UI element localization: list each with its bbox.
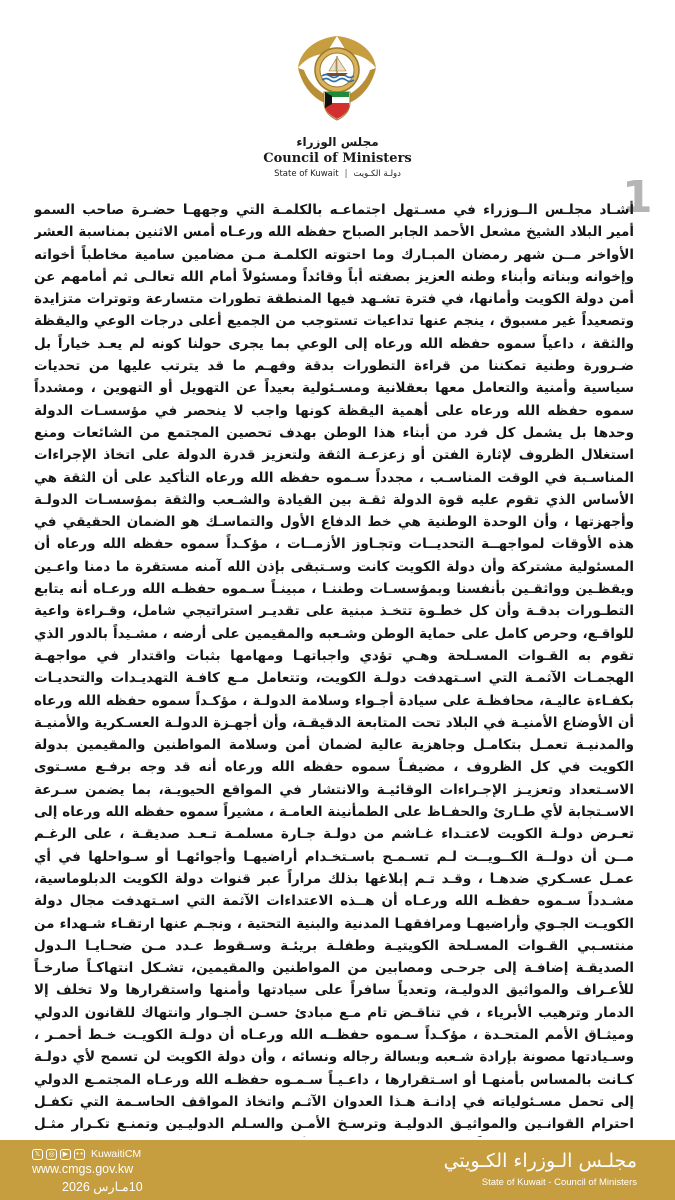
social-handle[interactable]: KuwaitiCM [91,1148,142,1160]
publish-date: 10مـارس 2026 [62,1180,143,1194]
statement-body: أشـاد مجلـس الــوزراء في مسـتهل اجتماعـه بالكلمـة التي وجههـا حضـرة صاحب السمو أمير البلاد الشيخ مشعل الأحمد الجابر الصباح حفظه الله ورعـاه أمس الاثنين بمناسبة العشر الأواخر مــن شهر رمضان المبـارك وما احتوته الكلمـة مـن مضامين سامية مخاطباً أخواته وإخوانه وبناته وأبناء وطنه العزيز بصفته أباً وقائداً ومسئولاً أمام الله تعالـى ثم أمامهم عن أمن دولة الكويت وأمانها، في فترة تشـهد فيها المنطقة تطورات متسارعة وتوترات متزايدة وتصعيداً غير مسبوق ، ينجم عنها تداعيات تستوجب من الجميع أعلى درجات الوعي واليقظة والثقة ، داعياً سموه حفظه الله ورعاه إلى الوعي بما يجرى حولنا كونه لم يعـد خياراً بل ضـرورة وطنية تمكننا من قراءة التطورات بدقة وفهـم ما قد يترتب عليها من تحديات سياسية وأمنية والتعامل معها بعقلانية ومسـئولية بعيداً عن التهويل أو التهوين ، ومشدداً سموه حفظه الله ورعاه على أهمية اليقظة كونها واجب لا ينحصر في مؤسسـات الدولة وحدها بل يشمل كل فرد من أبناء هذا الوطن بهدف تحصين المجتمع من الشائعات ومنع استغلال الظروف لإثارة الفتن أو زعزعـة الثقة ولتعزيز قدرة الدولة على اتخاذ الإجراءات المناسـبة في الوقت المناسـب ، مجدداً سـموه حفظه الله ورعاه التأكيد على أن الثقة هي الأساس الذي تقوم عليه قوة الدولة ثقـة بين القيادة والشـعب والثقة بمؤسسـات الدولـة وأجهزتها ، وأن الوحدة الوطنية هي خط الدفاع الأول والتماسـك هو الضمان الحقيقي في هذه الأوقات لمواجهــة التحديــات وتجـاوز الأزمــات ، مؤكـداً سموه حفظه الله ورعاه أن المسئولية مشتركة وأن دولة الكويت كانت وسـتبقى بإذن الله آمنه مستقرة ما دمنا واعـين ويقظـين وواثقـين بأنفسنا وبمؤسسـات وطننـا ، مبينـاً سـموه حفظـه الله ورعـاه أنه يتابع التطـورات بدقـة وأن كل خطـوة تتخـذ مبنية على تقديـر استراتيجي شامل، وقـراءة واعية للواقـع، وحرص كامل على حماية الوطن وشـعبه والمقيمين على أرضه ، مشـيداً بالدور الذي تقوم به القـوات المسـلحة وهـي تؤدي واجباتهـا ومهامها بثبات واقتدار في مواجهـة الهجمـات الآثمـة التي اسـتهدفت دولـة الكويت، وتتعامل مـع كافـة التهديـدات والتحديـات بكفـاءة عاليـة، محافظـة على سيادة أجـواء وسلامة الدولـة ، مؤكـداً سموه حفظه الله ورعاه أن الأوضاع الأمنيـة في البلاد تحت المتابعة الدقيقـة، وأن أجهـزة الدولـة العسـكرية والأمنيـة والمدنيـة تعمـل بتكامـل وجاهزية عالية لضمان أمن وسلامة المواطنين والمقيمين بدولة الكويت في كل الظروف ، مضيفـاً سموه حفظه الله ورعاه أنه قد وجه برفـع مسـتوى الاسـتعداد وتعزيـز الإجـراءات الوقائيـة والانتشار في المواقع الحيويـة، بما يضمن سـرعة الاسـتجابة لأي طـارئ والحفـاظ على الطمأنينة العامـة ، مشيراً سموه حفظه الله ورعاه إلى تعـرض دولـة الكويت لاعتـداء غـاشم من دولـة جـارة مسلمـة تـعـد صديقـة ، على الرغـم مــن أن دولــة الكــويــت لـم تسـمـح باسـتخـدام أراضيهـا وأجوائهـا أو سـواحلها في أي عمـل عسـكري ضدهـا ، وقـد تـم إبلاغها بذلك مراراً عبر قنوات دولة الكويت الدبلوماسية، مشـدداً سـموه حفظـه الله ورعـاه أن هــذه الاعتداءات الآثمة التي اسـتهدفت مجال دولة الكويـت الجـوي وأراضيهـا ومرافقهـا المدنية والبنية التحتية ، ونجـم عنها ارتقـاء شـهداء من منتسـبي القـوات المسـلحة الكويتيـة وطفلـة بريئـة وسـقوط عـدد مـن ضحـايـا الـدول الصديقـة إضافـة إلى جرحـى ومصابين من المواطنين والمقيمين، تشـكل انتهاكـاً صارخـاً للأعـراف والمواثيق الدوليـة، وتعدياً سافراً على سيادتها وأمنها واستقرارها ولا تخلف إلا الدمار وترهيب الأبرياء ، في تناقـض تام مـع مبادئ حسـن الجـوار وانتهاك للقانون الدولي وميثـاق الأمم المتحـدة ، مؤكـداً سـموه حفظــه الله ورعـاه أن دولـة الكويـت خـط أحمـر ، وسـيادتها مصونة بإرادة شـعبه وبسالة رجاله ونسائه ، وأن دولة الكويت لن تسمح لأي دولـة كـانت بالمساس بأمنهـا أو اسـتقرارها ، داعـيـاً سـمـوه حفظـه الله ورعـاه المجتمـع الدولي إلى تحمل مسـئولياته في إدانـة هـذا العدوان الآثـم واتخاذ المواقف الحاسـمة التي تكفـل احترام القوانـين والمواثيـق الدوليـة وترسـخ الأمـن والسـلم الدوليـين وتمنـع تكـرار مثـل [34,202,634,1133]
header [0,0,675,190]
header-title-arabic: مجلس الوزراء [296,135,379,149]
website-link[interactable]: www.cmgs.gov.kw [32,1162,134,1176]
footer-bar [0,1140,675,1200]
header-state-line [0,169,675,179]
kuwait-emblem-icon [292,28,382,128]
instagram-icon[interactable]: ◎ [46,1149,57,1160]
youtube-icon[interactable]: ▶ [60,1149,71,1160]
footer-brand-english: State of Kuwait - Council of Ministers [481,1177,637,1188]
state-arabic: دولـة الكـويت [353,169,401,179]
footer-brand-arabic: مجلـس الـوزراء الكـويتي [443,1150,637,1172]
state-english: State of Kuwait [274,169,339,179]
flickr-icon[interactable]: •• [75,1149,84,1158]
state-separator: | [344,169,348,179]
x-icon[interactable]: 𝕏 [32,1149,43,1160]
header-title-english: Council of Ministers [263,151,412,166]
social-links [32,1148,141,1160]
page-number: 1 [622,172,653,223]
